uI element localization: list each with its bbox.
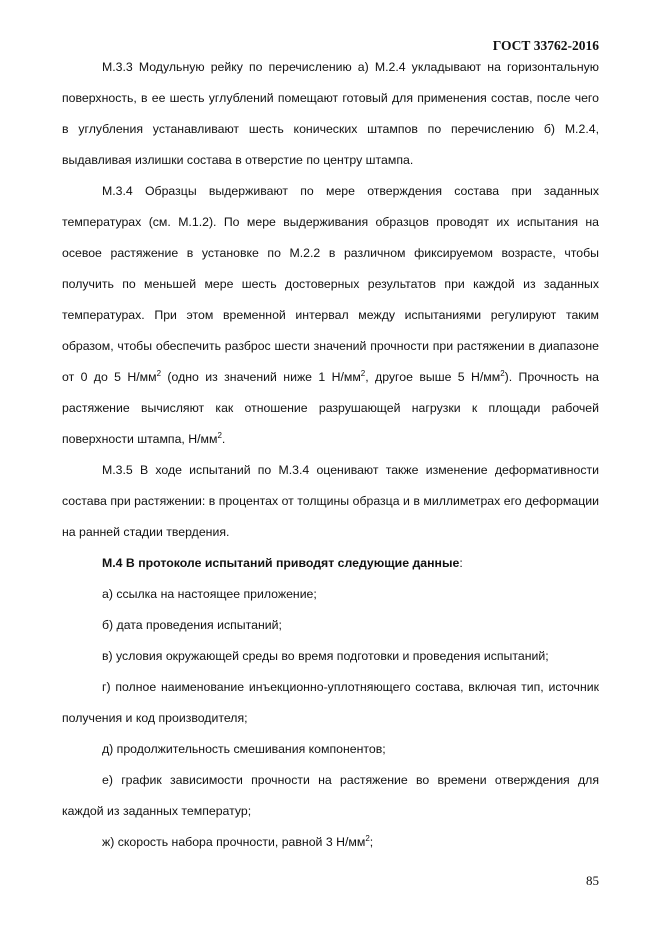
m34-superscript-4: 2 [217, 430, 222, 440]
list-item-b: б) дата проведения испытаний; [102, 618, 282, 632]
list-item-zh [62, 827, 599, 858]
list-item-zh-text: ж) скорость набора прочности, равной 3 Н/мм [102, 835, 366, 849]
list-item-v: в) условия окружающей среды во время подготовки и проведения испытаний; [102, 649, 549, 663]
paragraph-m3-5: М.3.5 В ходе испытаний по М.3.4 оценивают также изменение деформативности состава при растяжении: в процентах от толщины образца и в миллиметрах его деформации на ранней стадии твердения. [62, 463, 599, 539]
paragraph-m3-4 [62, 176, 599, 455]
section-m4-colon: : [459, 556, 463, 570]
list-item-zh-superscript: 2 [365, 833, 370, 843]
m34-superscript-1: 2 [156, 368, 162, 378]
list-item-e: е) график зависимости прочности на растяжение во времени отверждения для каждой из заданных температур; [62, 773, 599, 818]
document-body [62, 52, 599, 858]
m34-text-part4: ). Прочность на растяжение вычисляют как отношение разрушающей нагрузки к площади рабочей поверхности штампа, Н/мм [62, 370, 600, 446]
m34-text-part1: М.3.4 Образцы выдерживают по мере отверждения состава при заданных температурах (см. М.1.2). По мере выдерживания образцов проводят их испытания на осевое растяжение в установке по М.2.2 в различном фиксируемом возрасте, чтобы получить по меньшей мере шесть достоверных результатов при каждой из заданных температурах. При этом временной интервал между испытаниями регулируют таким образом, чтобы обеспечить разброс шести значений прочности при растяжении в диапазоне от 0 до 5 Н/мм [62, 184, 599, 384]
standard-code-header: ГОСТ 33762-2016 [492, 38, 599, 53]
m34-text-part3: , другое выше 5 Н/мм [365, 370, 501, 384]
m34-superscript-3: 2 [500, 368, 505, 378]
m34-superscript-2: 2 [360, 368, 366, 378]
page-number: 85 [586, 873, 599, 888]
m34-text-part5: . [221, 432, 226, 446]
section-m4-heading-line [62, 548, 599, 579]
list-item-a: а) ссылка на настоящее приложение; [102, 587, 317, 601]
list-item-d: д) продолжительность смешивания компонентов; [102, 742, 386, 756]
list-item-g: г) полное наименование инъекционно-уплотняющего состава, включая тип, источник получения и код производителя; [62, 680, 599, 725]
paragraph-m3-3: М.3.3 Модульную рейку по перечислению а) М.2.4 укладывают на горизонтальную поверхность, в ее шесть углублений помещают готовый для применения состав, после чего в углубления устанавливают шесть конических штампов по перечислению б) М.2.4, выдавливая излишки состава в отверстие по центру штампа. [62, 60, 599, 167]
list-item-zh-end: ; [369, 835, 374, 849]
section-m4-heading: М.4 В протоколе испытаний приводят следующие данные [102, 556, 460, 570]
m34-text-part2: (одно из значений ниже 1 Н/мм [161, 370, 361, 384]
